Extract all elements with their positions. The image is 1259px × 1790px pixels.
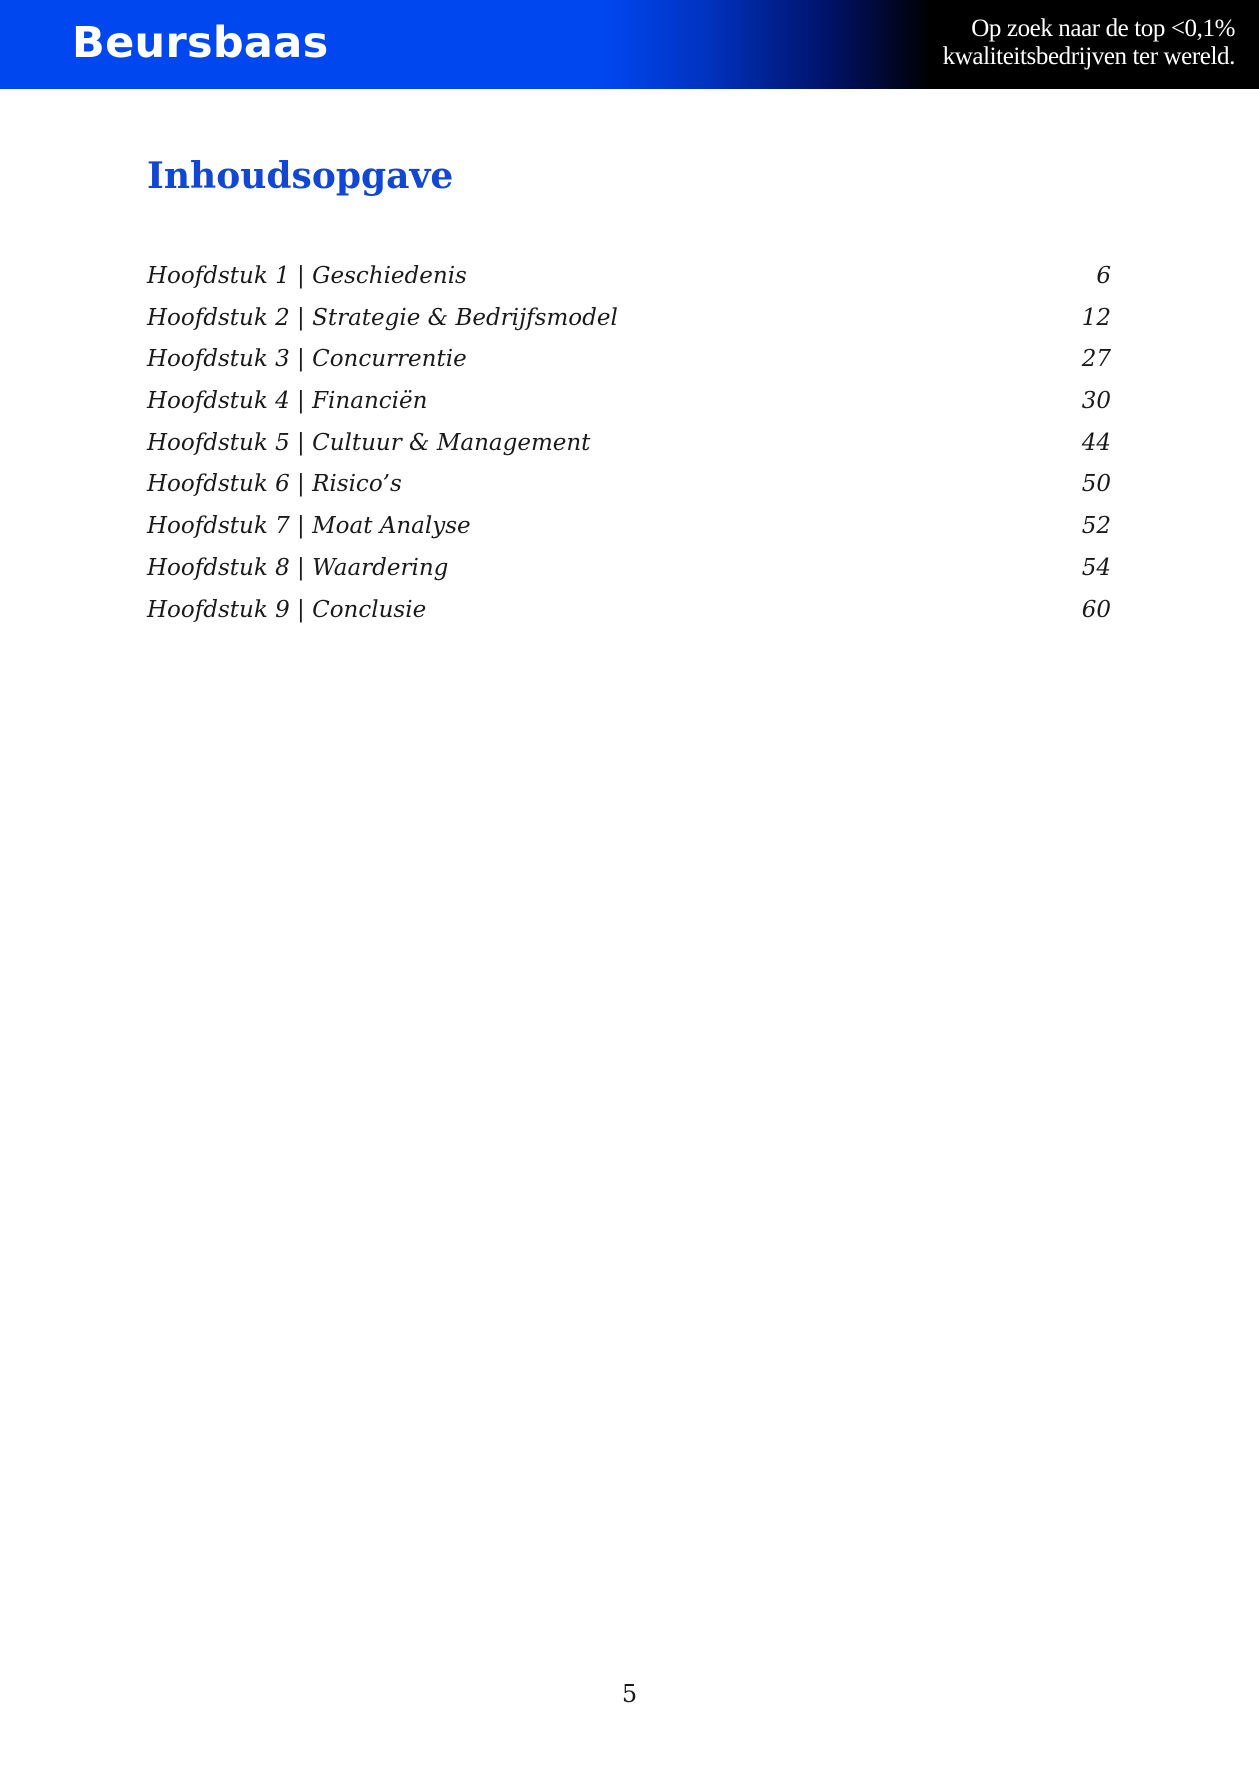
toc-entry-page: 50 bbox=[1081, 471, 1111, 498]
toc-entry-page: 6 bbox=[1096, 263, 1111, 289]
toc-entry-page: 60 bbox=[1081, 596, 1111, 623]
toc-entry-page: 52 bbox=[1081, 513, 1111, 540]
toc-entry[interactable] bbox=[147, 548, 1111, 590]
toc-entry[interactable] bbox=[147, 464, 1111, 506]
toc-entry-label: Hoofdstuk 6 | Risico’s bbox=[147, 471, 402, 498]
toc-entry[interactable] bbox=[147, 339, 1111, 381]
toc-title: Inhoudsopgave bbox=[147, 155, 454, 197]
toc-entry[interactable] bbox=[147, 381, 1111, 423]
toc-entry-page: 44 bbox=[1081, 429, 1111, 456]
page-number: 5 bbox=[621, 1680, 638, 1708]
toc-entry-label: Hoofdstuk 3 | Concurrentie bbox=[147, 346, 467, 373]
toc-entry[interactable] bbox=[147, 506, 1111, 548]
toc-entry-page: 30 bbox=[1081, 388, 1111, 415]
toc-entry-label: Hoofdstuk 5 | Cultuur & Management bbox=[147, 429, 591, 456]
toc-entry-label: Hoofdstuk 9 | Conclusie bbox=[147, 596, 427, 623]
toc-entry[interactable] bbox=[147, 423, 1111, 465]
toc-entry[interactable] bbox=[147, 590, 1111, 632]
header-banner bbox=[0, 0, 1259, 89]
toc-entry-label: Hoofdstuk 2 | Strategie & Bedrijfsmodel bbox=[147, 304, 618, 331]
toc-entry-page: 27 bbox=[1081, 346, 1111, 373]
toc-list bbox=[147, 256, 1111, 631]
toc-entry-label: Hoofdstuk 8 | Waardering bbox=[147, 554, 449, 581]
toc-entry[interactable] bbox=[147, 298, 1111, 340]
tagline-line-2: kwaliteitsbedrijven ter wereld. bbox=[942, 43, 1235, 70]
tagline-line-1: Op zoek naar de top <0,1% bbox=[971, 15, 1235, 42]
brand-logo-text: Beursbaas bbox=[72, 18, 329, 68]
toc-entry[interactable] bbox=[147, 256, 1111, 298]
toc-entry-label: Hoofdstuk 4 | Financiën bbox=[147, 388, 428, 415]
toc-entry-page: 54 bbox=[1081, 554, 1111, 581]
toc-entry-page: 12 bbox=[1081, 304, 1111, 331]
toc-entry-label: Hoofdstuk 1 | Geschiedenis bbox=[147, 263, 467, 289]
header-tagline bbox=[943, 15, 1235, 71]
toc-entry-label: Hoofdstuk 7 | Moat Analyse bbox=[147, 513, 471, 540]
